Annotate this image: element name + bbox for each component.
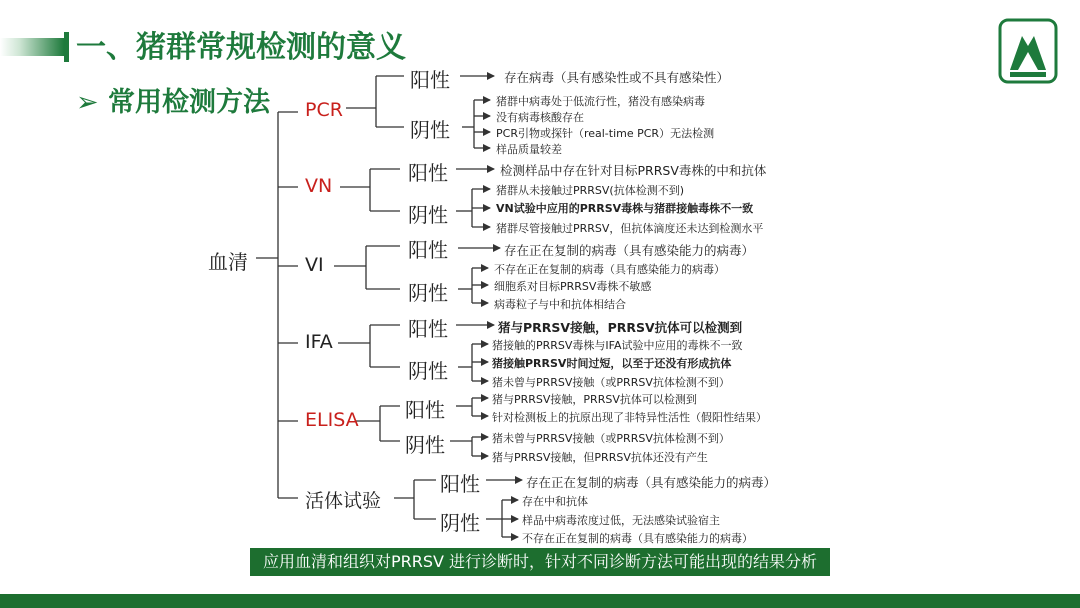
result-text: 猪与PRRSV接触，PRRSV抗体可以检测到	[492, 393, 697, 406]
result-text: VN试验中应用的PRRSV毒株与猪群接触毒株不一致	[496, 202, 754, 215]
subtitle-text: 常用检测方法	[108, 87, 271, 118]
result-text: 样品中病毒浓度过低，无法感染试验宿主	[522, 514, 720, 527]
result-text: 检测样品中存在针对目标PRRSV毒株的中和抗体	[500, 163, 767, 178]
result-text: 细胞系对目标PRRSV毒株不敏感	[494, 280, 652, 293]
pcr-positive-label: 阳性	[410, 68, 450, 92]
result-text: 猪群中病毒处于低流行性，猪没有感染病毒	[496, 95, 705, 108]
method-vn: VN	[305, 175, 333, 197]
ifa-negative-label: 阴性	[408, 359, 448, 383]
ifa-positive-label: 阳性	[408, 317, 448, 341]
vn-positive-label: 阳性	[408, 161, 448, 185]
result-text: 猪与PRRSV接触，但PRRSV抗体还没有产生	[492, 451, 708, 464]
chevron-right-icon: ➢	[76, 87, 109, 118]
result-text: 猪未曾与PRRSV接触（或PRRSV抗体检测不到）	[492, 376, 730, 389]
result-text: 不存在正在复制的病毒（具有感染能力的病毒）	[522, 532, 753, 545]
root-serum-label: 血清	[208, 250, 248, 274]
elisa-positive-label: 阳性	[405, 398, 445, 422]
vn-negative-label: 阴性	[408, 203, 448, 227]
result-text: 存在中和抗体	[522, 495, 588, 508]
result-text: 猪与PRRSV接触，PRRSV抗体可以检测到	[498, 320, 743, 335]
result-text: 猪接触的PRRSV毒株与IFA试验中应用的毒株不一致	[492, 339, 743, 352]
result-text: 存在正在复制的病毒（具有感染能力的病毒）	[526, 475, 777, 490]
result-text: 猪群从未接触过PRRSV(抗体检测不到)	[496, 184, 685, 197]
result-text: 样品质量较差	[496, 143, 562, 156]
pcr-negative-label: 阴性	[410, 118, 450, 142]
in-vivo-positive-label: 阳性	[440, 472, 480, 496]
result-text: 病毒粒子与中和抗体相结合	[494, 298, 626, 311]
method-pcr: PCR	[305, 99, 343, 121]
result-text: 猪未曾与PRRSV接触（或PRRSV抗体检测不到）	[492, 432, 730, 445]
vi-positive-label: 阳性	[408, 238, 448, 262]
result-text: 猪接触PRRSV时间过短，以至于还没有形成抗体	[492, 357, 732, 370]
result-text: 存在病毒（具有感染性或不具有感染性）	[504, 70, 730, 85]
result-text: 没有病毒核酸存在	[496, 111, 584, 124]
caption-banner: 应用血清和组织对PRRSV 进行诊断时，针对不同诊断方法可能出现的结果分析	[250, 548, 830, 576]
method-in-vivo: 活体试验	[305, 490, 382, 512]
method-elisa: ELISA	[305, 409, 359, 431]
elisa-negative-label: 阴性	[405, 433, 445, 457]
in-vivo-negative-label: 阴性	[440, 511, 480, 535]
result-text: PCR引物或探针（real-time PCR）无法检测	[496, 127, 715, 140]
method-vi: VI	[305, 254, 324, 276]
page-title: 一、猪群常规检测的意义	[76, 30, 406, 65]
result-text: 不存在正在复制的病毒（具有感染能力的病毒）	[494, 263, 725, 276]
vi-negative-label: 阴性	[408, 281, 448, 305]
result-text: 猪群尽管接触过PRRSV，但抗体滴度还未达到检测水平	[496, 222, 764, 235]
footer-bar	[0, 594, 1080, 608]
result-text: 存在正在复制的病毒（具有感染能力的病毒）	[504, 243, 755, 258]
result-text: 针对检测板上的抗原出现了非特异性活性（假阳性结果）	[492, 411, 767, 424]
method-ifa: IFA	[305, 331, 333, 353]
